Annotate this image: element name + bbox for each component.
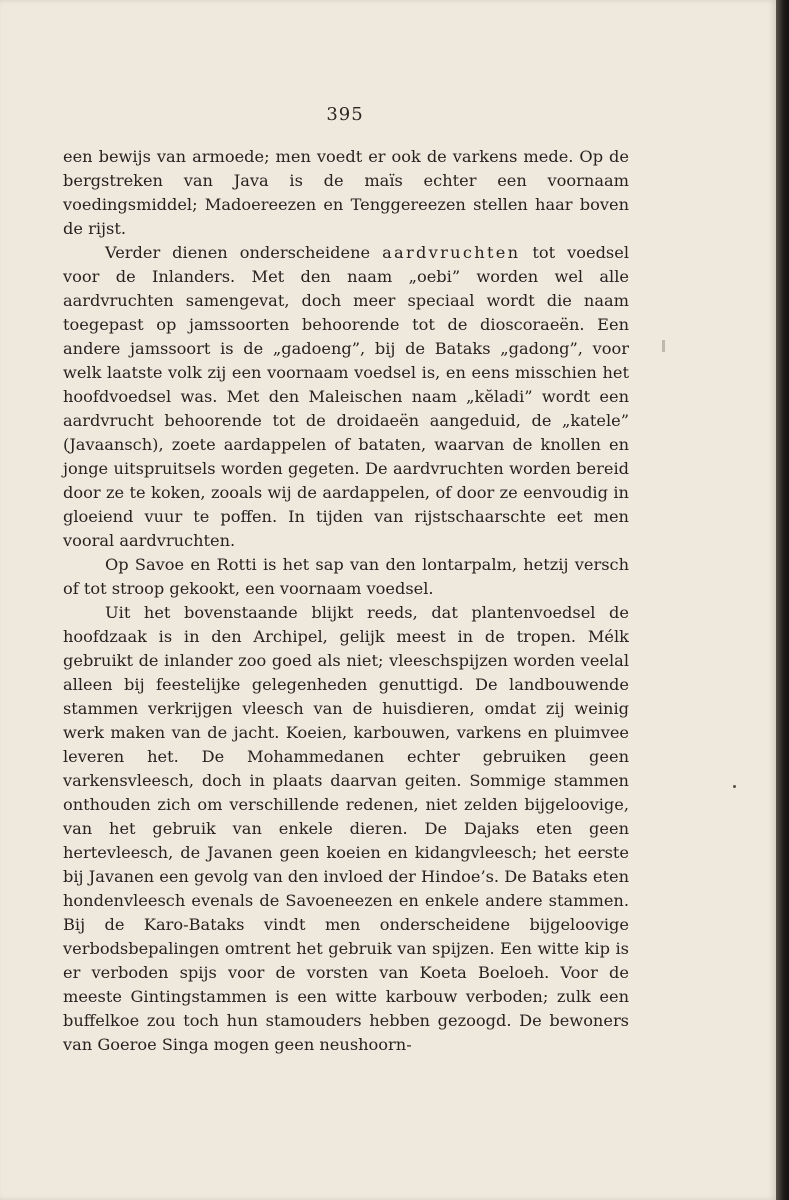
paper-speck <box>733 785 736 788</box>
paragraph-2 <box>63 241 629 553</box>
paragraph-4 <box>63 601 629 1057</box>
body-text <box>63 145 629 1057</box>
paragraph-3 <box>63 553 629 601</box>
paragraph-1-text: een bewijs van armoede; men voedt er ook de varkens mede. Op de bergstreken van Java is de maïs echter een voornaam voedingsmiddel; Madoereezen en Tenggereezen stellen haar boven de rijst. <box>63 147 629 238</box>
margin-mark <box>662 340 665 352</box>
paragraph-2-lead: Verder dienen onderscheidene <box>105 243 383 262</box>
paragraph-2-text: tot voedsel voor de Inlanders. Met den naam „oebi” worden wel alle aardvruchten samengevat, doch meer speciaal wordt die naam toegepast op jamssoorten behoorende tot de dioscoraeën. Een andere jamssoort is de „gadoeng”, bij de Bataks „gadong”, voor welk laatste volk zij een voornaam voedsel is, en eens misschien het hoofdvoedsel was. Met den Maleischen naam „kĕladi” wordt een aardvrucht behoorende tot de droidaeën aangeduid, de „katele” (Javaansch), zoete aardappelen of bataten, waarvan de knollen en jonge uitspruitsels worden gegeten. De aardvruchten worden bereid door ze te koken, zooals wij de aardappelen, of door ze eenvoudig in gloeiend vuur te poffen. In tijden van rijstschaarschte eet men vooral aardvruchten. <box>63 243 629 550</box>
spaced-emphasis-term: aardvruchten <box>382 243 521 262</box>
page-number: 395 <box>326 104 364 125</box>
paragraph-4-text: Uit het bovenstaande blijkt reeds, dat plantenvoedsel de hoofdzaak is in den Archipel, gelijk meest in de tropen. Mélk gebruikt de inlander zoo goed als niet; vleeschspijzen worden veelal alleen bij feestelijke gelegenheden genuttigd. De landbouwende stammen verkrijgen vleesch van de huisdieren, omdat zij weinig werk maken van de jacht. Koeien, karbouwen, varkens en pluimvee leveren het. De Mohammedanen echter gebruiken geen varkensvleesch, doch in plaats daarvan geiten. Sommige stammen onthouden zich om verschillende redenen, niet zelden bijgeloovige, van het gebruik van enkele dieren. De Dajaks eten geen hertevleesch, de Javanen geen koeien en kidangvleesch; het eerste bij Javanen een gevolg van den invloed der Hindoe’s. De Bataks eten hondenvleesch evenals de Savoeneezen en enkele andere stammen. Bij de Karo-Bataks vindt men onderscheidene bijgeloovige verbodsbepalingen omtrent het gebruik van spijzen. Een witte kip is er verboden spijs voor de vorsten van Koeta Boeloeh. Voor de meeste Gintingstammen is een witte karbouw verboden; zulk een buffelkoe zou toch hun stamouders hebben gezoogd. De bewoners van Goeroe Singa mogen geen neushoorn- <box>63 603 629 1054</box>
page-edge-shadow <box>776 0 789 1200</box>
paragraph-3-text: Op Savoe en Rotti is het sap van den lontarpalm, hetzij versch of tot stroop gekookt, een voornaam voedsel. <box>63 555 629 598</box>
paragraph-1 <box>63 145 629 241</box>
